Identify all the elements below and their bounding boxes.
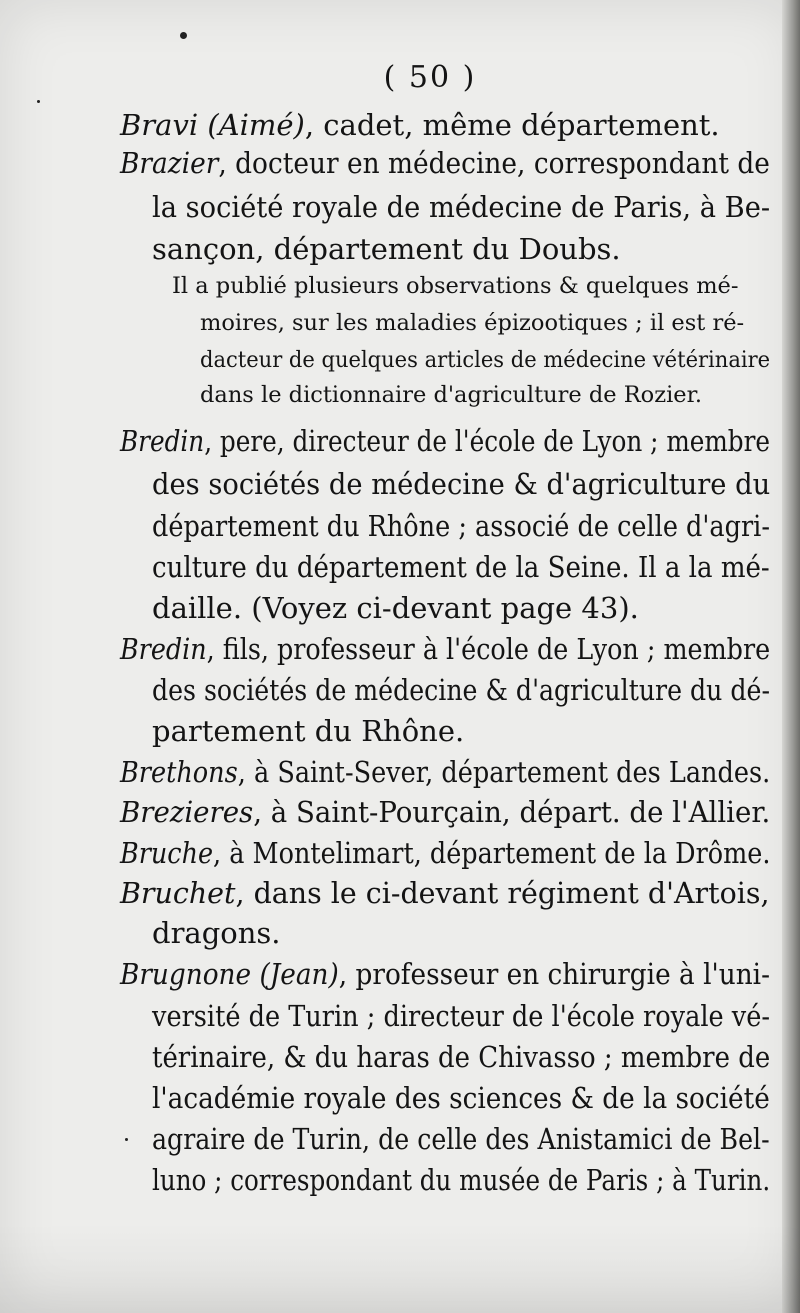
page-number: ( 50 ) — [383, 60, 477, 95]
note-line: moires, sur les maladies épizootiques ; il est ré- — [200, 310, 745, 336]
ink-speck — [125, 1138, 128, 1141]
ink-speck — [180, 32, 187, 39]
entry-name: Brugnone (Jean) — [120, 957, 339, 991]
entry-line: Bredin, fils, professeur à l'école de Lyon ; membre — [120, 632, 771, 666]
entry-line: culture du département de la Seine. Il a la mé- — [152, 550, 770, 584]
page-bottom-shade — [0, 1223, 800, 1313]
entry-line: dragons. — [152, 916, 281, 950]
note-line: dans le dictionnaire d'agriculture de Rozier. — [200, 382, 703, 408]
entry-name: Bredin — [120, 632, 207, 666]
entry-name: Bredin — [120, 424, 205, 458]
entry-line: luno ; correspondant du musée de Paris ; à Turin. — [152, 1163, 771, 1197]
entry-line: partement du Rhône. — [152, 714, 465, 748]
entry-line: sançon, département du Doubs. — [152, 232, 621, 266]
page-edge-shadow — [782, 0, 800, 1313]
entry-line: Brazier, docteur en médecine, correspondant de — [120, 146, 770, 180]
entry-line: agraire de Turin, de celle des Anistamici de Bel- — [152, 1122, 770, 1156]
entry-line: Bruchet, dans le ci-devant régiment d'Artois, — [120, 876, 770, 910]
entry-name: Brezieres — [120, 795, 254, 829]
entry-name: Bruche — [120, 836, 214, 870]
entry-line: daille. (Voyez ci-devant page 43). — [152, 591, 639, 625]
entry-line: Bruche, à Montelimart, département de la Drôme. — [120, 836, 771, 870]
entry-line: département du Rhône ; associé de celle d'agri- — [152, 509, 770, 543]
entry-name: Brethons — [120, 755, 238, 789]
entry-line: térinaire, & du haras de Chivasso ; membre de — [152, 1040, 771, 1074]
entry-line: Brezieres, à Saint-Pourçain, départ. de l'Allier. — [120, 795, 771, 829]
entry-line: Bredin, pere, directeur de l'école de Lyon ; membre — [120, 424, 771, 458]
entry-line: des sociétés de médecine & d'agriculture du — [152, 467, 771, 501]
ink-speck — [37, 100, 40, 103]
entry-line: l'académie royale des sciences & de la société — [152, 1081, 770, 1115]
entry-name: Bruchet — [120, 876, 236, 910]
entry-line: Bravi (Aimé), cadet, même département. — [120, 108, 720, 142]
entry-line: la société royale de médecine de Paris, à Be- — [152, 190, 771, 224]
entry-line: versité de Turin ; directeur de l'école royale vé- — [152, 999, 770, 1033]
entry-name: Brazier — [120, 146, 219, 180]
entry-line: Brethons, à Saint-Sever, département des Landes. — [120, 755, 771, 789]
entry-name: Bravi (Aimé) — [120, 108, 305, 142]
note-line: Il a publié plusieurs observations & quelques mé- — [172, 273, 739, 299]
note-line: dacteur de quelques articles de médecine vétérinaire — [200, 347, 771, 373]
entry-line: Brugnone (Jean), professeur en chirurgie à l'uni- — [120, 957, 770, 991]
entry-line: des sociétés de médecine & d'agriculture du dé- — [152, 673, 770, 707]
